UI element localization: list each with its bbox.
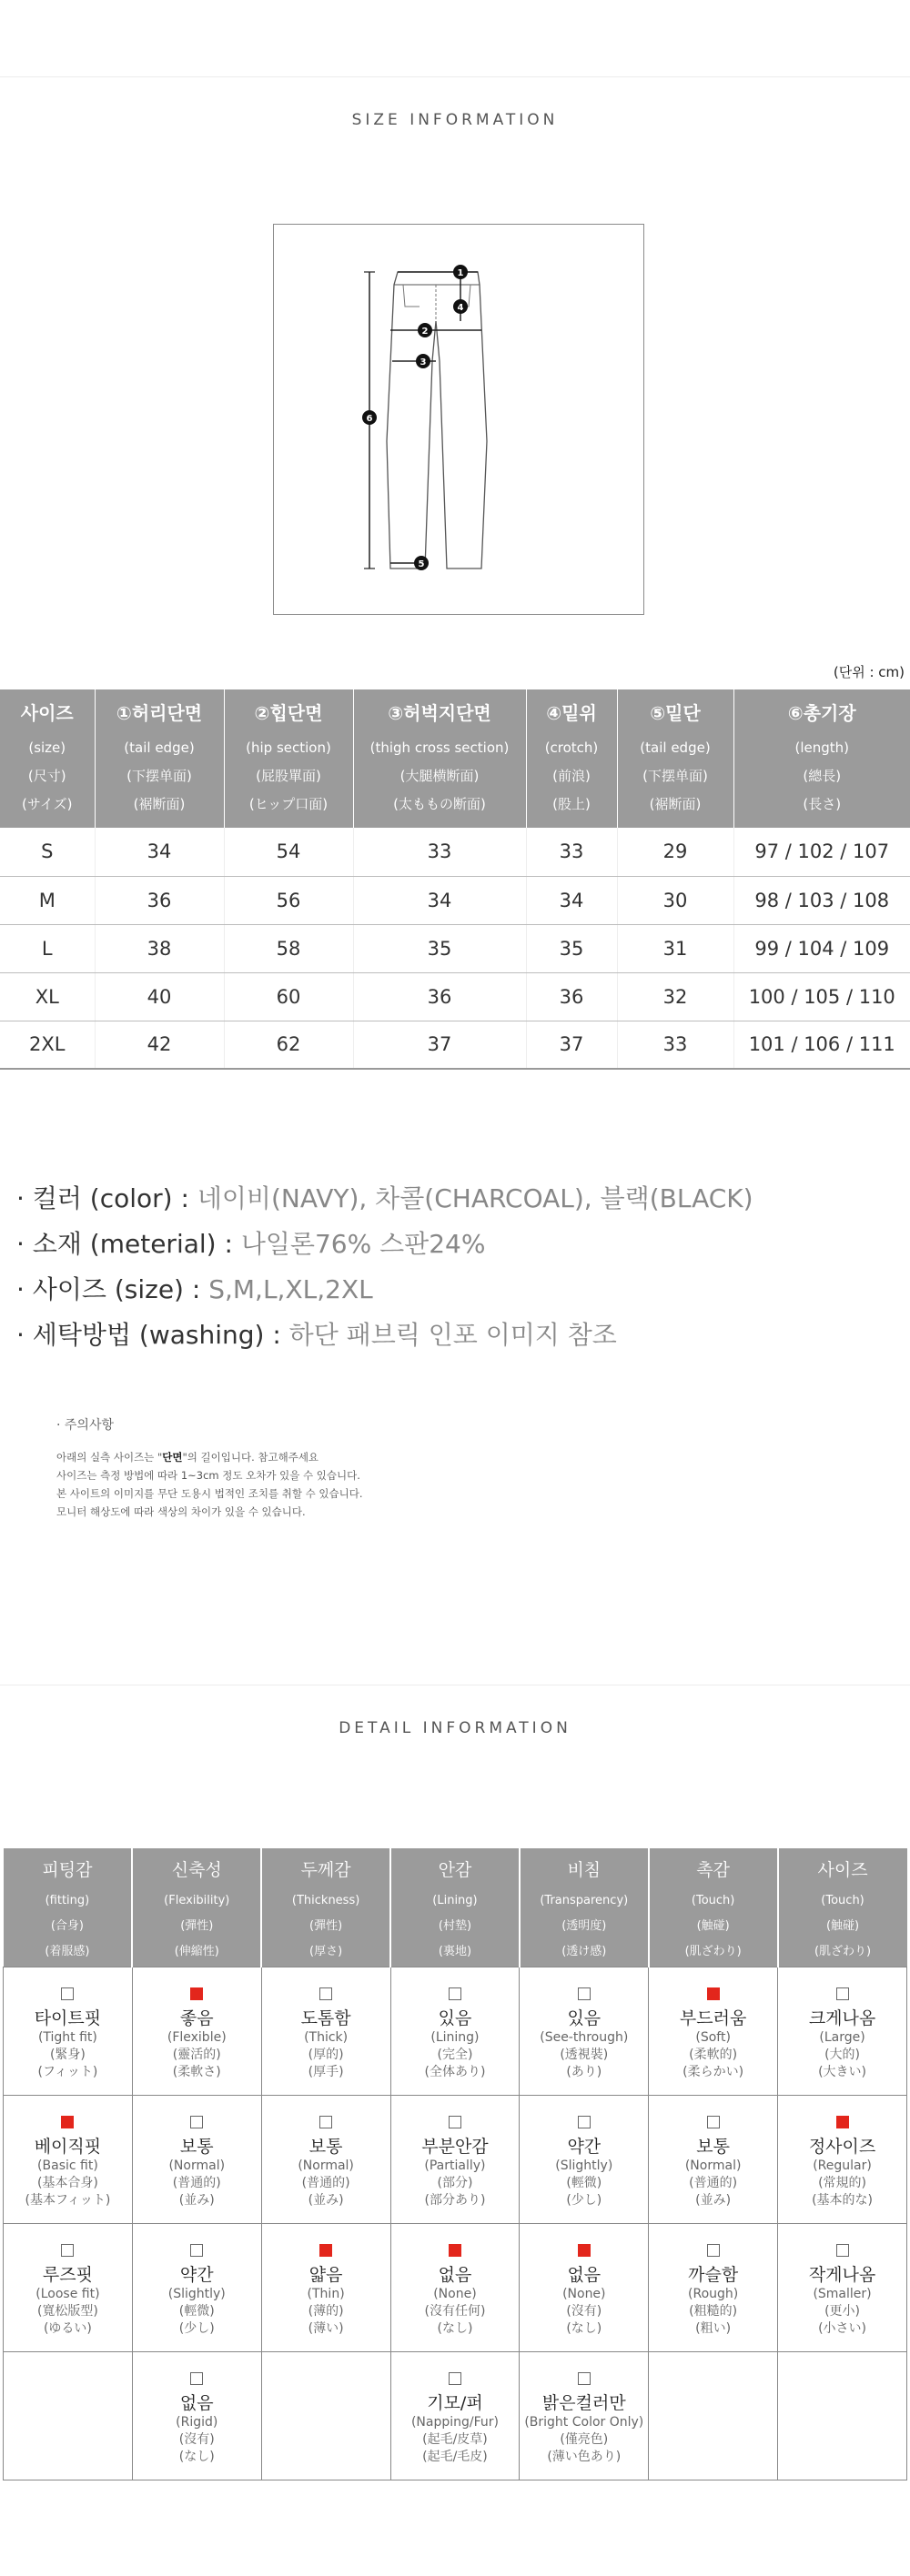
option-sublabel: (Thick) <box>304 2029 349 2045</box>
info-material: · 소재 (meterial) : 나일론76% 스판24% <box>16 1229 486 1259</box>
option-sublabel: (粗糙的) <box>689 2303 738 2319</box>
detail-cell <box>132 2223 261 2351</box>
option-label: 보통 <box>696 2136 730 2157</box>
detail-cell <box>520 1967 649 2095</box>
detail-cell <box>778 1967 907 2095</box>
detail-cell <box>390 1967 520 2095</box>
svg-text:6: 6 <box>366 414 373 424</box>
table-cell: 29 <box>617 828 733 876</box>
option-sublabel: (少し) <box>566 2192 602 2208</box>
option-sublabel: (Normal) <box>298 2158 354 2173</box>
option-sublabel: (Regular) <box>813 2158 872 2173</box>
checkbox-empty-icon <box>190 2244 203 2257</box>
table-cell: 99 / 104 / 109 <box>733 924 910 972</box>
header-sublabel: (触碰) <box>825 1919 860 1933</box>
checkbox-empty-icon <box>449 1987 461 2000</box>
checkbox-empty-icon <box>449 2116 461 2128</box>
table-cell: M <box>0 876 95 924</box>
header-sublabel: (Transparency) <box>540 1894 629 1907</box>
header-sublabel: (下摆单面) <box>642 768 708 784</box>
marker-5 <box>414 556 429 570</box>
option-sublabel: (沒有) <box>566 2303 602 2319</box>
option-label: 있음 <box>567 2007 602 2028</box>
header-sublabel: (合身) <box>50 1919 84 1933</box>
size-table-header <box>353 689 526 828</box>
table-cell: 101 / 106 / 111 <box>733 1021 910 1069</box>
header-sublabel: (透明度) <box>561 1919 607 1933</box>
option-sublabel: (基本的な) <box>812 2192 873 2208</box>
option-sublabel: (なし) <box>437 2320 473 2336</box>
option-label: 베이직핏 <box>34 2136 102 2157</box>
option-sublabel: (少し) <box>178 2320 215 2336</box>
marker-1 <box>453 265 468 279</box>
option-sublabel: (緊身) <box>49 2047 86 2062</box>
size-table-header <box>95 689 224 828</box>
header-label: 촉감 <box>696 1860 730 1880</box>
checkbox-empty-icon <box>578 1987 591 2000</box>
header-label: 비침 <box>567 1860 602 1880</box>
header-label: ③허벅지단면 <box>388 702 491 724</box>
table-cell: 56 <box>224 876 353 924</box>
table-cell: 36 <box>95 876 224 924</box>
option-sublabel: (Soft) <box>695 2029 731 2045</box>
option-sublabel: (透視裝) <box>560 2047 609 2062</box>
option-sublabel: (Rigid) <box>176 2414 218 2430</box>
detail-cell <box>649 2223 778 2351</box>
option-sublabel: (Thin) <box>307 2286 345 2301</box>
header-sublabel: (ヒップ口面) <box>248 796 329 812</box>
detail-cell <box>520 2223 649 2351</box>
svg-text:2: 2 <box>421 327 429 337</box>
option-label: 약간 <box>179 2264 214 2285</box>
table-cell: 36 <box>526 972 617 1021</box>
option-sublabel: (柔らかい) <box>682 2064 744 2079</box>
table-cell: 54 <box>224 828 353 876</box>
checkbox-empty-icon <box>449 2372 461 2385</box>
table-row <box>0 876 910 924</box>
option-label: 얇음 <box>308 2264 343 2285</box>
option-sublabel: (完全) <box>437 2047 473 2062</box>
header-sublabel: (tail edge) <box>640 740 711 756</box>
header-sublabel: (前浪) <box>552 768 591 784</box>
table-row <box>0 828 910 876</box>
option-label: 보통 <box>308 2136 343 2157</box>
table-cell: 40 <box>95 972 224 1021</box>
checkbox-empty-icon <box>836 1987 849 2000</box>
option-sublabel: (並み) <box>178 2192 215 2208</box>
option-label: 밝은컬러만 <box>541 2392 626 2413</box>
option-sublabel: (See-through) <box>540 2029 629 2045</box>
option-sublabel: (Rough) <box>688 2286 739 2301</box>
option-sublabel: (あり) <box>566 2064 602 2079</box>
option-sublabel: (Partially) <box>424 2158 486 2173</box>
option-sublabel: (常規的) <box>818 2175 866 2190</box>
notice-line: 모니터 해상도에 따라 색상의 차이가 있을 수 있습니다. <box>56 1505 306 1518</box>
svg-text:5: 5 <box>418 559 425 569</box>
header-label: ⑥총기장 <box>787 702 856 724</box>
header-label: ①허리단면 <box>116 702 203 724</box>
header-sublabel: (彈性) <box>309 1919 343 1933</box>
table-cell: 58 <box>224 924 353 972</box>
table-cell: 97 / 102 / 107 <box>733 828 910 876</box>
option-sublabel: (基本フィット) <box>25 2192 111 2208</box>
table-cell: 38 <box>95 924 224 972</box>
top-divider <box>0 76 910 77</box>
table-cell: 37 <box>526 1021 617 1069</box>
table-cell: 2XL <box>0 1021 95 1069</box>
detail-cell <box>520 2351 649 2480</box>
checkbox-empty-icon <box>707 2116 720 2128</box>
header-sublabel: (length) <box>794 740 850 756</box>
table-cell: S <box>0 828 95 876</box>
detail-table-header <box>4 1848 133 1967</box>
detail-cell <box>390 2351 520 2480</box>
checkbox-empty-icon <box>836 2244 849 2257</box>
header-sublabel: (總長) <box>803 768 842 784</box>
option-sublabel: (輕微) <box>178 2303 215 2319</box>
header-sublabel: (厚さ) <box>309 1945 343 1958</box>
option-label: 루즈핏 <box>42 2264 93 2285</box>
table-row <box>4 2095 907 2223</box>
table-cell: 30 <box>617 876 733 924</box>
option-label: 있음 <box>438 2007 472 2028</box>
marker-3 <box>416 354 430 368</box>
detail-table-header <box>390 1848 520 1967</box>
product-info <box>16 1179 753 1361</box>
option-sublabel: (なし) <box>566 2320 602 2336</box>
option-label: 까슬함 <box>688 2264 739 2285</box>
table-row <box>0 1021 910 1069</box>
info-color: · 컬러 (color) : 네이비(NAVY), 차콜(CHARCOAL), 블랙(BLACK) <box>16 1183 753 1213</box>
header-label: 사이즈 <box>20 702 74 724</box>
size-table-header <box>526 689 617 828</box>
header-sublabel: (Touch) <box>821 1894 864 1907</box>
detail-cell <box>261 2223 390 2351</box>
header-sublabel: (彈性) <box>180 1919 214 1933</box>
detail-table-header <box>132 1848 261 1967</box>
detail-table-header <box>520 1848 649 1967</box>
option-sublabel: (薄い色あり) <box>547 2449 622 2464</box>
table-cell: 34 <box>526 876 617 924</box>
checkbox-checked-icon <box>319 2244 332 2257</box>
size-information-title: SIZE INFORMATION <box>351 111 559 129</box>
header-sublabel: (裾断面) <box>649 796 702 812</box>
option-sublabel: (大きい) <box>818 2064 866 2079</box>
option-sublabel: (Bright Color Only) <box>524 2414 644 2430</box>
header-sublabel: (size) <box>28 740 66 756</box>
option-label: 없음 <box>438 2264 472 2285</box>
table-row <box>4 1967 907 2095</box>
option-sublabel: (薄的) <box>308 2303 344 2319</box>
checkbox-empty-icon <box>319 2116 332 2128</box>
option-label: 크게나옴 <box>808 2007 876 2028</box>
table-cell: 31 <box>617 924 733 972</box>
header-sublabel: (透け感) <box>561 1945 607 1958</box>
option-label: 기모/퍼 <box>427 2392 483 2413</box>
detail-cell <box>4 2223 133 2351</box>
notice-line: 아래의 실측 사이즈는 "단면"의 길이입니다. 참고해주세요 <box>56 1451 319 1464</box>
header-sublabel: (着服感) <box>45 1945 90 1958</box>
header-sublabel: (伸縮性) <box>174 1945 219 1958</box>
info-washing: · 세탁방법 (washing) : 하단 패브릭 인포 이미지 참조 <box>16 1320 617 1350</box>
header-sublabel: (股上) <box>552 796 591 812</box>
detail-cell <box>4 1967 133 2095</box>
table-row <box>4 2223 907 2351</box>
option-sublabel: (柔軟的) <box>689 2047 738 2062</box>
header-sublabel: (Lining) <box>432 1894 478 1907</box>
option-label: 작게나옴 <box>808 2264 876 2285</box>
checkbox-empty-icon <box>578 2116 591 2128</box>
option-sublabel: (沒有) <box>178 2431 215 2447</box>
header-sublabel: (thigh cross section) <box>369 740 510 756</box>
header-sublabel: (裾断面) <box>133 796 186 812</box>
marker-6 <box>362 410 377 425</box>
option-sublabel: (None) <box>433 2286 477 2301</box>
option-sublabel: (None) <box>562 2286 606 2301</box>
unit-label: (단위 : cm) <box>833 664 905 680</box>
table-cell: 33 <box>526 828 617 876</box>
option-sublabel: (Loose fit) <box>35 2286 100 2301</box>
checkbox-empty-icon <box>319 1987 332 2000</box>
detail-cell <box>390 2095 520 2223</box>
header-sublabel: (hip section) <box>246 740 331 756</box>
option-sublabel: (Tight fit) <box>37 2029 97 2045</box>
table-cell: 32 <box>617 972 733 1021</box>
header-label: 피팅감 <box>42 1860 93 1880</box>
table-cell: 36 <box>353 972 526 1021</box>
option-label: 부분안감 <box>421 2136 489 2157</box>
table-cell: 98 / 103 / 108 <box>733 876 910 924</box>
option-label: 보통 <box>179 2136 214 2157</box>
detail-cell <box>132 2351 261 2480</box>
checkbox-empty-icon <box>190 2372 203 2385</box>
option-label: 없음 <box>567 2264 602 2285</box>
checkbox-checked-icon <box>449 2244 461 2257</box>
checkbox-checked-icon <box>578 2244 591 2257</box>
header-label: ⑤밑단 <box>650 702 701 724</box>
option-sublabel: (普通的) <box>172 2175 221 2190</box>
option-sublabel: (大的) <box>824 2047 860 2062</box>
header-sublabel: (大腿横断面) <box>399 768 480 784</box>
detail-cell <box>132 2095 261 2223</box>
header-sublabel: (村墊) <box>438 1919 472 1933</box>
header-sublabel: (長さ) <box>803 796 842 812</box>
table-cell: 34 <box>95 828 224 876</box>
header-sublabel: (肌ざわり) <box>684 1945 742 1958</box>
table-cell: 62 <box>224 1021 353 1069</box>
option-label: 없음 <box>179 2392 214 2413</box>
detail-table-header <box>261 1848 390 1967</box>
checkbox-checked-icon <box>190 1987 203 2000</box>
option-sublabel: (Normal) <box>168 2158 226 2173</box>
option-sublabel: (起毛/毛皮) <box>422 2449 488 2464</box>
svg-text:4: 4 <box>457 303 464 313</box>
header-sublabel: (太ももの断面) <box>393 796 486 812</box>
marker-4 <box>453 299 468 314</box>
option-sublabel: (Normal) <box>684 2158 742 2173</box>
option-sublabel: (全体あり) <box>424 2064 486 2079</box>
detail-cell <box>261 2351 390 2480</box>
option-sublabel: (柔軟さ) <box>172 2064 221 2079</box>
option-sublabel: (沒有任何) <box>424 2303 486 2319</box>
option-label: 좋음 <box>179 2007 214 2028</box>
detail-cell <box>390 2223 520 2351</box>
table-cell: 33 <box>353 828 526 876</box>
option-label: 도톰함 <box>300 2007 351 2028</box>
checkbox-checked-icon <box>836 2116 849 2128</box>
option-sublabel: (Napping/Fur) <box>410 2414 499 2430</box>
notice-line: 본 사이트의 이미지를 무단 도용시 법적인 조치를 취할 수 있습니다. <box>56 1487 363 1500</box>
option-sublabel: (厚的) <box>308 2047 344 2062</box>
table-cell: 33 <box>617 1021 733 1069</box>
option-sublabel: (部分) <box>437 2175 473 2190</box>
detail-cell <box>778 2095 907 2223</box>
header-label: 두께감 <box>300 1860 351 1880</box>
pants-diagram <box>273 224 644 615</box>
detail-cell <box>520 2095 649 2223</box>
option-sublabel: (Lining) <box>430 2029 480 2045</box>
option-sublabel: (薄い) <box>308 2320 344 2336</box>
option-sublabel: (Large) <box>819 2029 865 2045</box>
size-table-header <box>617 689 733 828</box>
option-label: 정사이즈 <box>808 2136 876 2157</box>
header-label: 안감 <box>438 1860 472 1880</box>
checkbox-checked-icon <box>707 1987 720 2000</box>
header-sublabel: (tail edge) <box>124 740 195 756</box>
option-sublabel: (粗い) <box>695 2320 732 2336</box>
table-cell: 42 <box>95 1021 224 1069</box>
detail-table <box>3 1848 907 2480</box>
table-row <box>0 972 910 1021</box>
detail-cell <box>649 1967 778 2095</box>
option-sublabel: (Slightly) <box>167 2286 226 2301</box>
option-sublabel: (Smaller) <box>813 2286 872 2301</box>
option-sublabel: (並み) <box>308 2192 344 2208</box>
notice-line: 사이즈는 측정 방법에 따라 1~3cm 정도 오차가 있을 수 있습니다. <box>56 1469 360 1482</box>
detail-table-header <box>778 1848 907 1967</box>
table-cell: 35 <box>353 924 526 972</box>
option-sublabel: (寬松版型) <box>36 2303 98 2319</box>
notice-title: · 주의사항 <box>56 1418 114 1433</box>
detail-cell <box>778 2223 907 2351</box>
svg-text:3: 3 <box>420 357 427 367</box>
header-sublabel: (下摆单面) <box>126 768 192 784</box>
header-sublabel: (Flexibility) <box>164 1894 230 1907</box>
detail-cell <box>132 1967 261 2095</box>
table-cell: 60 <box>224 972 353 1021</box>
option-sublabel: (更小) <box>824 2303 860 2319</box>
detail-cell <box>4 2351 133 2480</box>
option-sublabel: (厚手) <box>308 2064 344 2079</box>
table-cell: 35 <box>526 924 617 972</box>
header-sublabel: (裏地) <box>438 1945 472 1958</box>
detail-cell <box>4 2095 133 2223</box>
size-table-header <box>733 689 910 828</box>
option-label: 타이트핏 <box>34 2007 102 2028</box>
option-sublabel: (Slightly) <box>555 2158 613 2173</box>
svg-text:1: 1 <box>457 268 464 278</box>
detail-cell <box>649 2351 778 2480</box>
option-sublabel: (基本合身) <box>36 2175 98 2190</box>
option-sublabel: (部分あり) <box>424 2192 486 2208</box>
marker-2 <box>418 323 432 337</box>
header-label: 신축성 <box>171 1860 222 1880</box>
table-cell: L <box>0 924 95 972</box>
detail-cell <box>778 2351 907 2480</box>
header-label: 사이즈 <box>817 1860 868 1880</box>
option-sublabel: (なし) <box>178 2449 215 2464</box>
table-row <box>4 2351 907 2480</box>
detail-cell <box>261 1967 390 2095</box>
header-sublabel: (サイズ) <box>21 796 73 812</box>
option-sublabel: (並み) <box>695 2192 732 2208</box>
header-sublabel: (肌ざわり) <box>814 1945 872 1958</box>
header-sublabel: (Thickness) <box>291 1894 360 1907</box>
option-sublabel: (靈活的) <box>172 2047 221 2062</box>
size-table-header <box>224 689 353 828</box>
size-table <box>0 689 910 1070</box>
header-label: ②힙단면 <box>254 702 323 724</box>
option-sublabel: (起毛/皮草) <box>422 2431 488 2447</box>
option-sublabel: (小さい) <box>818 2320 866 2336</box>
detail-cell <box>261 2095 390 2223</box>
notice-block <box>56 1415 363 1521</box>
table-cell: 34 <box>353 876 526 924</box>
option-sublabel: (Basic fit) <box>37 2158 98 2173</box>
option-sublabel: (フィット) <box>37 2064 98 2079</box>
table-cell: 100 / 105 / 110 <box>733 972 910 1021</box>
header-sublabel: (尺寸) <box>27 768 66 784</box>
header-sublabel: (Touch) <box>691 1894 735 1907</box>
table-cell: 37 <box>353 1021 526 1069</box>
option-sublabel: (ゆるい) <box>43 2320 92 2336</box>
option-sublabel: (普通的) <box>301 2175 350 2190</box>
option-sublabel: (Flexible) <box>167 2029 227 2045</box>
option-sublabel: (輕微) <box>566 2175 602 2190</box>
option-label: 약간 <box>567 2136 602 2157</box>
checkbox-empty-icon <box>190 2116 203 2128</box>
checkbox-empty-icon <box>578 2372 591 2385</box>
header-sublabel: (crotch) <box>544 740 599 756</box>
header-label: ④밑위 <box>546 702 597 724</box>
checkbox-empty-icon <box>61 2244 74 2257</box>
option-label: 부드러움 <box>679 2007 747 2028</box>
table-cell: XL <box>0 972 95 1021</box>
detail-information-title: DETAIL INFORMATION <box>339 1719 571 1737</box>
checkbox-checked-icon <box>61 2116 74 2128</box>
header-sublabel: (触碰) <box>696 1919 730 1933</box>
info-size: · 사이즈 (size) : S,M,L,XL,2XL <box>16 1274 373 1304</box>
checkbox-empty-icon <box>707 2244 720 2257</box>
detail-table-header <box>649 1848 778 1967</box>
option-sublabel: (僅亮色) <box>560 2431 609 2447</box>
option-sublabel: (普通的) <box>689 2175 738 2190</box>
detail-cell <box>649 2095 778 2223</box>
size-table-header <box>0 689 95 828</box>
table-row <box>0 924 910 972</box>
header-sublabel: (fitting) <box>45 1894 90 1907</box>
header-sublabel: (屁股單面) <box>256 768 321 784</box>
checkbox-empty-icon <box>61 1987 74 2000</box>
